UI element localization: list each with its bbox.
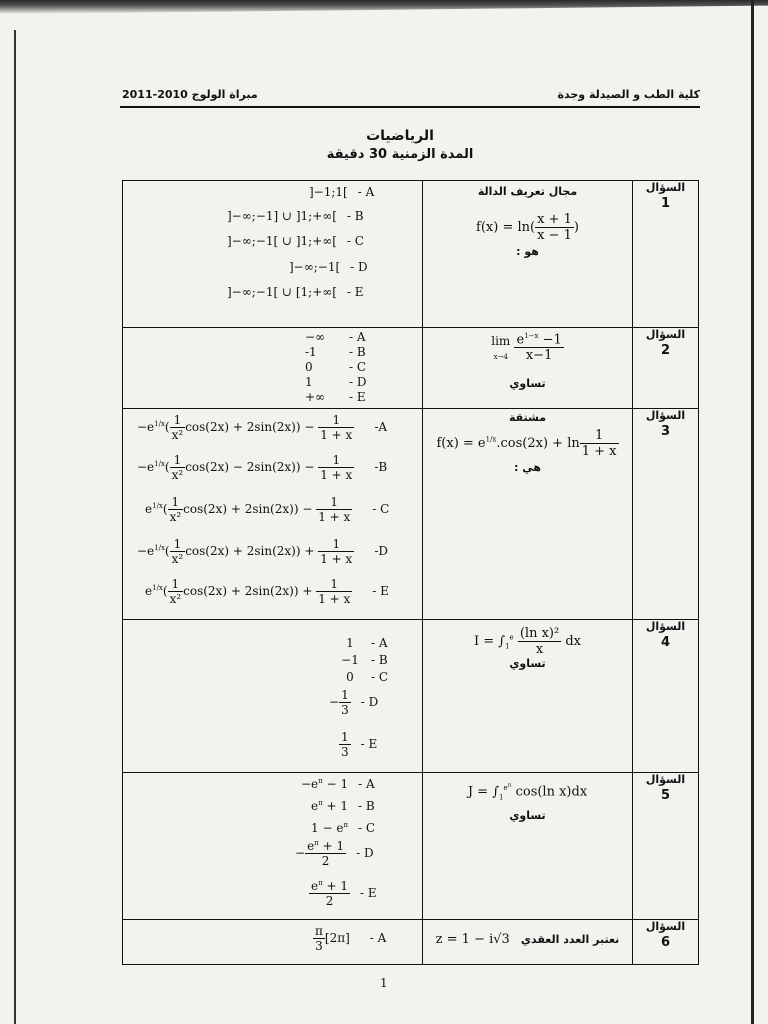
faculty-name: كلية الطب و الصيدلة وجدة (557, 88, 700, 101)
header-rule (120, 106, 700, 108)
answers-cell (123, 620, 423, 773)
question-number: 5 (660, 788, 671, 803)
stem-formula: $f(x) = e^{1/x}.\cos(2x) + \ln$ $\frac{1}{1 + x}$ (436, 428, 617, 459)
page-header (122, 88, 700, 104)
stem-cell (423, 620, 633, 773)
question-number-cell (633, 181, 699, 328)
answers-cell (123, 773, 423, 920)
page-number: 1 (380, 976, 388, 990)
answers-cell (123, 920, 423, 965)
stem-formula: $I = \int_1^e$ $\frac{\text{(ln x)²}}{x}$ dx (474, 626, 581, 657)
stem-cell (423, 920, 633, 965)
option-d[interactable]: ]−∞;−1[ - D (289, 260, 368, 274)
stem-tail: هو : (516, 245, 539, 258)
question-row-2 (123, 328, 699, 409)
page-edge-right (751, 0, 754, 1024)
stem-cell (423, 328, 633, 409)
stem-tail: تساوي (509, 657, 546, 670)
question-label: السؤال (645, 620, 686, 633)
option-a[interactable]: $-e^{1/x}$( $\frac{1}{\text{x²}}$ cos(2x) + 2sin(2x)) − $\frac{1}{1 + x}$ -A (137, 413, 388, 442)
option-c[interactable]: $1 - e^\pi - C$ (311, 821, 376, 835)
option-a[interactable]: ]−1;1[ - A (309, 185, 375, 199)
stem-label: مشتقة (508, 411, 547, 424)
option-d[interactable]: 1 - D (305, 375, 367, 389)
option-b[interactable]: -1 - B (305, 345, 366, 359)
question-number: 2 (660, 343, 671, 358)
option-e[interactable]: $\frac{e^\pi + 1}{2}$ - E (311, 879, 377, 908)
stem-cell (423, 773, 633, 920)
stem-cell (423, 181, 633, 328)
stem-formula: $J = \int_1^{e^\pi}$ cos(ln x)dx (467, 783, 588, 802)
option-a[interactable]: $\frac{\pi}{3}$ [2π] - A (315, 924, 387, 953)
exam-table (122, 180, 699, 965)
option-b[interactable]: $e^\pi + 1 - B$ (311, 799, 375, 813)
option-e[interactable]: ]−∞;−1[ ∪ [1;+∞[ - E (227, 285, 364, 299)
option-a[interactable]: 1 - A (346, 636, 388, 650)
option-c[interactable]: $e^{1/x}$( $\frac{1}{\text{x²}}$ cos(2x) + 2sin(2x)) − $\frac{1}{1 + x}$ - C (145, 495, 390, 524)
question-row-1 (123, 181, 699, 328)
question-row-4 (123, 620, 699, 773)
option-d[interactable]: $-e^{1/x}$( $\frac{1}{\text{x²}}$ cos(2x) + 2sin(2x)) + $\frac{1}{1 + x}$ -D (137, 537, 389, 566)
exam-session: مبراة الولوج 2010-2011 (122, 88, 258, 101)
question-number: 6 (660, 935, 671, 950)
answers-cell (123, 181, 423, 328)
stem-tail: تساوي (509, 809, 546, 823)
option-a[interactable]: −∞ - A (305, 330, 366, 344)
stem-label: نعتبر العدد العقدي (520, 933, 620, 946)
answers-cell (123, 409, 423, 620)
option-c[interactable]: 0 - C (346, 670, 389, 684)
option-d[interactable]: − $\frac{1}{3}$ - D (329, 688, 379, 717)
question-number: 3 (660, 424, 671, 439)
question-number-cell (633, 409, 699, 620)
stem-tail: هي : (514, 461, 541, 474)
question-label: السؤال (645, 773, 686, 786)
option-c[interactable]: ]−∞;−1[ ∪ ]1;+∞[ - C (227, 234, 364, 248)
page-edge-top (0, 0, 768, 14)
stem-tail: تساوي (509, 377, 546, 391)
question-label: السؤال (645, 181, 686, 194)
question-row-6 (123, 920, 699, 965)
question-number-cell (633, 620, 699, 773)
answers-cell (123, 328, 423, 409)
option-a[interactable]: $-e^\pi - 1 - A$ (301, 777, 375, 791)
question-label: السؤال (645, 328, 686, 341)
subject-title: الرياضيات (366, 128, 434, 144)
question-label: السؤال (645, 409, 686, 422)
question-row-5 (123, 773, 699, 920)
question-number: 4 (660, 635, 671, 650)
duration-title: المدة الزمنية 30 دقيقة (326, 147, 474, 162)
stem-cell (423, 409, 633, 620)
option-e[interactable]: +∞ - E (305, 390, 366, 404)
option-b[interactable]: ]−∞;−1] ∪ ]1;+∞[ - B (227, 209, 364, 223)
question-number-cell (633, 328, 699, 409)
question-number-cell (633, 773, 699, 920)
stem-formula: z = 1 − i√3 (435, 932, 510, 947)
question-row-3 (123, 409, 699, 620)
stem-formula: f(x) = ln( $\frac{x + 1}{x - 1}$ ) (476, 212, 579, 243)
question-number-cell (633, 920, 699, 965)
stem-formula: lim x→4 $\frac{e^{1-x} -1}{x-1}$ (491, 332, 562, 364)
stem-label: مجال تعريف الدالة (477, 185, 578, 198)
option-c[interactable]: 0 - C (305, 360, 367, 374)
page-edge-left (14, 30, 16, 1024)
option-b[interactable]: $-e^{1/x}$( $\frac{1}{\text{x²}}$ cos(2x) − 2sin(2x)) − $\frac{1}{1 + x}$ -B (137, 453, 388, 482)
option-e[interactable]: $\frac{1}{3}$ - E (341, 730, 378, 759)
question-label: السؤال (645, 920, 686, 933)
option-d[interactable]: − $\frac{e^\pi + 1}{2}$ - D (295, 839, 374, 868)
option-b[interactable]: −1 - B (341, 653, 388, 667)
question-number: 1 (660, 196, 671, 211)
option-e[interactable]: $e^{1/x}$( $\frac{1}{\text{x²}}$ cos(2x) + 2sin(2x)) + $\frac{1}{1 + x}$ - E (145, 577, 389, 606)
